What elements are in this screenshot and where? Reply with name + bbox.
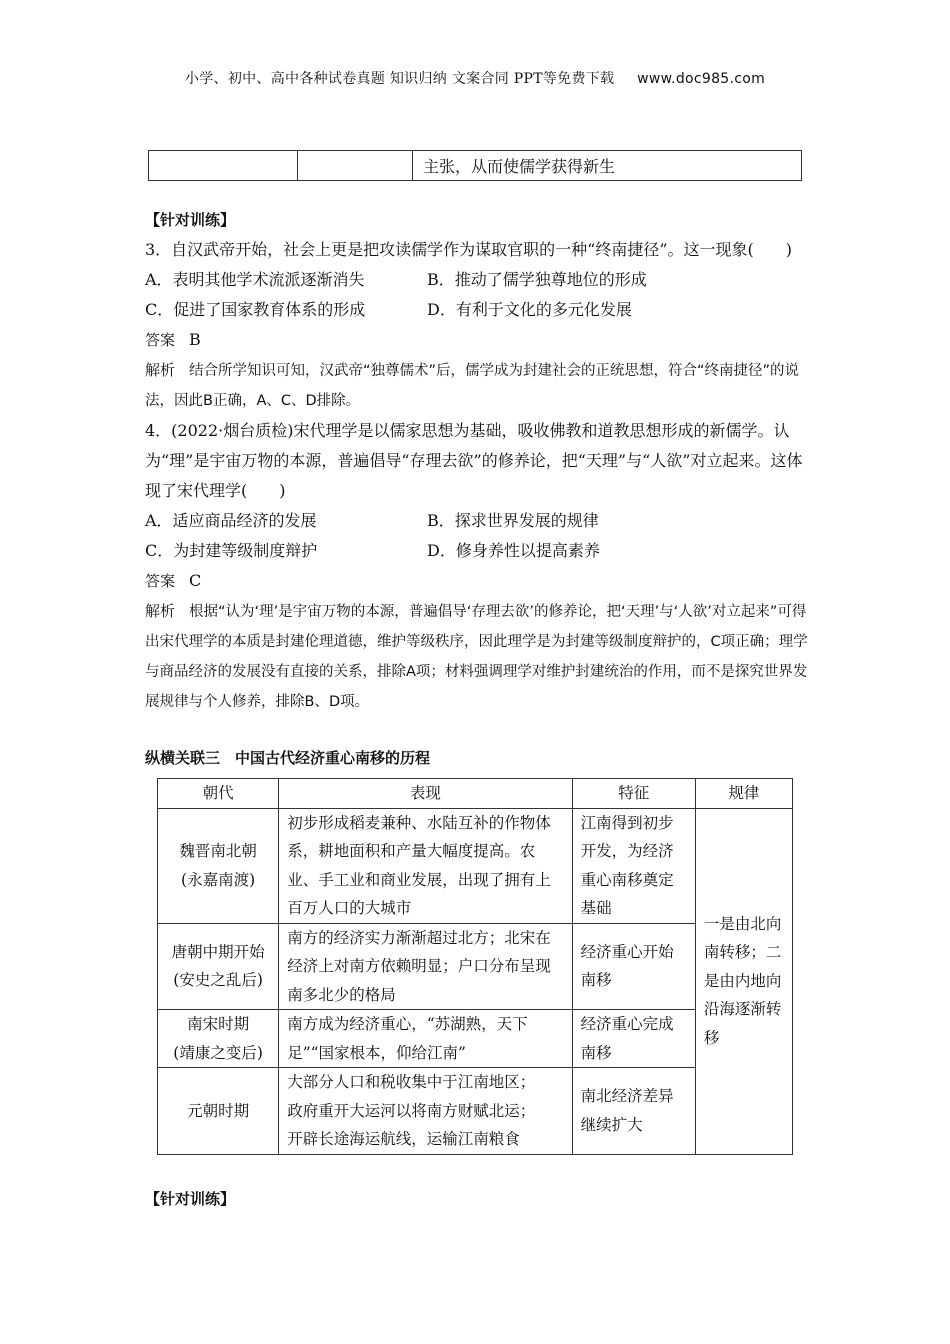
answer-value: C (189, 571, 202, 590)
table-cell (149, 151, 298, 181)
option-a: A．适应商品经济的发展 (145, 511, 317, 530)
analysis-text: 结合所学知识可知，汉武帝“独尊儒术”后，儒学成为封建社会的正统思想，符合“终南捷径”的说法，因此B正确，A、C、D排除。 (145, 363, 800, 409)
header-rule: 规律 (695, 779, 792, 809)
rule-cell: 一是由北向南转移；二是由内地向沿海逐渐转移 (695, 808, 792, 1154)
question-4-options-row1 (145, 506, 810, 536)
performance-line: 大部分人口和税收集中于江南地区； (287, 1073, 536, 1091)
era-cell (158, 923, 279, 1010)
performance-cell: 南方的经济实力渐渐超过北方；北宋在经济上对南方依赖明显；户口分布呈现南多北少的格局 (279, 923, 572, 1010)
era-cell (158, 808, 279, 923)
header-era: 朝代 (158, 779, 279, 809)
question-3-stem: 3．自汉武帝开始，社会上更是把攻读儒学作为谋取官职的一种“终南捷径”。这一现象( ) (145, 240, 793, 259)
header-site[interactable]: www.doc985.com (637, 71, 766, 87)
analysis-label: 解析 (145, 602, 176, 620)
header-feature: 特征 (572, 779, 695, 809)
option-d: D．修身养性以提高素养 (427, 541, 600, 560)
era-cell (158, 1068, 279, 1155)
option-a: A．表明其他学术流派逐渐消失 (145, 270, 365, 289)
question-4-answer (145, 566, 810, 596)
question-3-analysis (145, 355, 810, 416)
feature-cell: 经济重心完成南移 (572, 1010, 695, 1068)
analysis-text: 根据“认为‘理’是宇宙万物的本源，普遍倡导‘存理去欲’的修养论，把‘天理’与‘人欲’对立起来”可得出宋代理学的本质是封建伦理道德，维护等级秩序，因此理学是为封建等级制度辩护的，C项正确；理学与商品经济的发展没有直接的关系，排除A项；材料强调理学对维护封建统治的作用，而不是探究世界发展规律与个人修养，排除B、D项。 (145, 604, 808, 710)
question-3-options-row1 (145, 265, 810, 295)
performance-cell: 初步形成稻麦兼种、水陆互补的作物体系，耕地面积和产量大幅度提高。农业、手工业和商业发展，出现了拥有上百万人口的大城市 (279, 808, 572, 923)
performance-line: 开辟长途海运航线，运输江南粮食 (287, 1130, 520, 1148)
table-header-row (158, 779, 793, 809)
feature-cell: 江南得到初步开发，为经济重心南移奠定基础 (572, 808, 695, 923)
economy-shift-table (157, 778, 793, 1155)
table-row (149, 151, 802, 181)
era-event: (安史之乱后) (173, 971, 263, 990)
question-4-analysis (145, 596, 810, 717)
era-name: 魏晋南北朝 (179, 842, 257, 860)
question-3-options-row2 (145, 295, 810, 325)
practice-title: 【针对训练】 (145, 211, 236, 229)
option-d: D．有利于文化的多元化发展 (427, 300, 632, 319)
feature-cell: 经济重心开始南移 (572, 923, 695, 1010)
question-4-options-row2 (145, 536, 810, 566)
era-event: (靖康之变后) (173, 1043, 263, 1062)
header-text: 小学、初中、高中各种试卷真题 知识归纳 文案合同 PPT等免费下载 (184, 71, 615, 87)
option-b: B．推动了儒学独尊地位的形成 (427, 270, 647, 289)
option-b: B．探求世界发展的规律 (427, 511, 599, 530)
era-event: (永嘉南渡) (181, 870, 256, 889)
header-performance: 表现 (279, 779, 572, 809)
era-cell (158, 1010, 279, 1068)
performance-cell: 南方成为经济重心，“苏湖熟，天下足”“国家根本，仰给江南” (279, 1010, 572, 1068)
era-name: 唐朝中期开始 (171, 942, 265, 961)
practice-section (145, 205, 810, 717)
era-name: 元朝时期 (187, 1101, 250, 1120)
performance-line: 政府重开大运河以将南方财赋北运； (287, 1101, 536, 1120)
performance-cell (279, 1068, 572, 1155)
option-c: C．为封建等级制度辩护 (145, 541, 318, 560)
question-4-stem: 4．(2022·烟台质检)宋代理学是以儒家思想为基础，吸收佛教和道教思想形成的新儒学。认为“理”是宇宙万物的本源，普遍倡导“存理去欲”的修养论，把“天理”与“人欲”对立起来。这体现了宋代理学( ) (145, 421, 803, 500)
answer-label: 答案 (145, 331, 176, 349)
analysis-label: 解析 (145, 361, 176, 379)
continued-table (148, 150, 802, 181)
table-cell (298, 151, 413, 181)
feature-cell: 南北经济差异继续扩大 (572, 1068, 695, 1155)
answer-label: 答案 (145, 572, 176, 590)
practice-title-2: 【针对训练】 (145, 1190, 236, 1208)
question-3-answer (145, 325, 810, 355)
table-cell: 主张，从而使儒学获得新生 (413, 151, 802, 181)
table-row (158, 808, 793, 923)
answer-value: B (189, 330, 201, 349)
section-title: 纵横关联三 中国古代经济重心南移的历程 (145, 749, 431, 767)
era-name: 南宋时期 (187, 1015, 250, 1033)
option-c: C．促进了国家教育体系的形成 (145, 300, 366, 319)
page-header (0, 68, 950, 88)
